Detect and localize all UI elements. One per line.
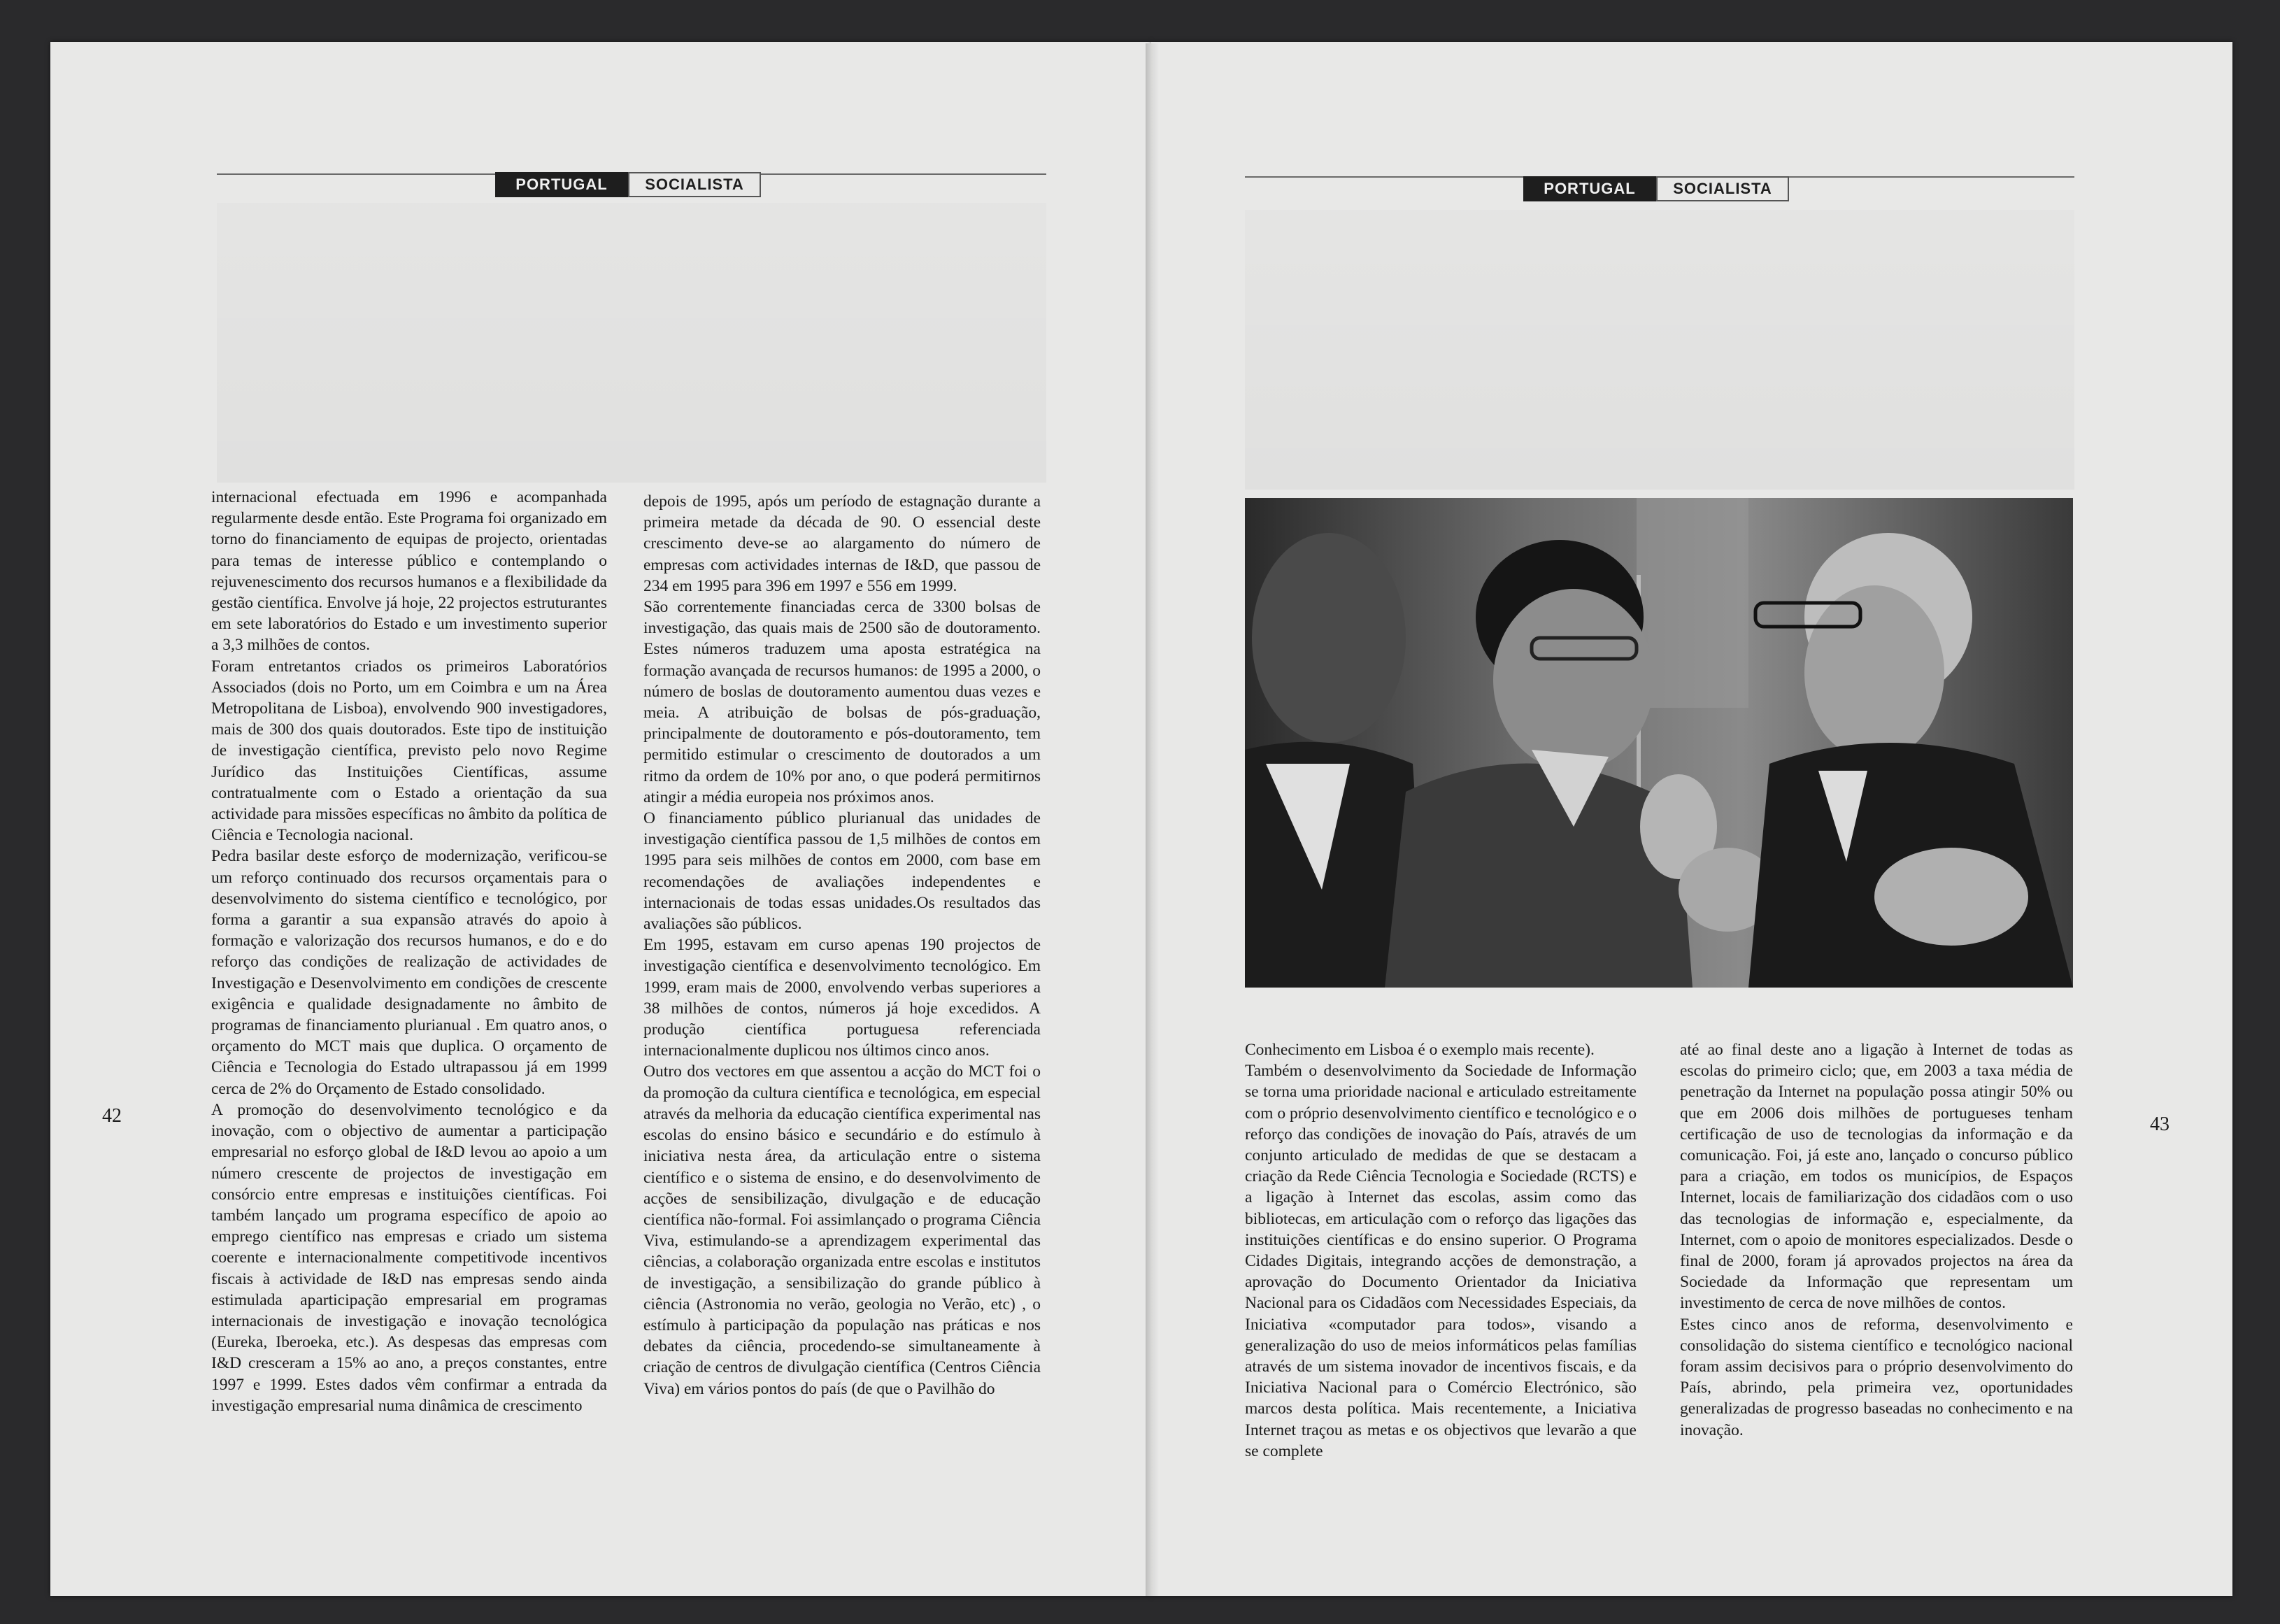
- header-socialista-label: SOCIALISTA: [628, 172, 761, 197]
- header-tab-right: [1523, 176, 1789, 201]
- paragraph: Conhecimento em Lisboa é o exemplo mais recente).: [1245, 1041, 1595, 1059]
- photo-illustration: [1245, 498, 2073, 988]
- paragraph: Estes cinco anos de reforma, desenvolvimento e consolidação do sistema científico e tecnológico nacional foram assim decisivos para o próprio desenvolvimento do País, abrindo, pela primeira vez, oportunidades generalizadas de progresso baseadas no conhecimento e na inovação.: [1680, 1315, 2073, 1439]
- paragraph: São correntemente financiadas cerca de 3300 bolsas de investigação, das quais mais de 2500 são de doutoramento. Estes números traduzem uma aposta estratégica na formação avançada de recursos humanos: de 1995 a 2000, o número de boslas de doutoramento aumentou duas vezes e meia. A atribuição de bolsas de pós-graduação, principalmente de doutoramento e pós-doutoramento, tem permitido estimular o crescimento de doutorados a um ritmo da ordem de 10% por ano, o que poderá permitirnos atingir a média europeia nos próximos anos.: [643, 598, 1041, 806]
- paragraph: A promoção do desenvolvimento tecnológico e da inovação, com o objectivo de aumentar a participação empresarial no esforço global de I&D levou ao apoio a um número crescente de projectos de investigação em consórcio entre empresas e instituições científicas. Foi também lançado um programa específico de apoio ao emprego científico nas empresas e criado um sistema coerente e internacionalmente competitivode incentivos fiscais à actividade de I&D nas empresas sendo ainda estimulada aparticipação empresarial em programas internacionais de investigação e inovação tecnológica (Eureka, Iberoeka, etc.). As despesas das empresas com I&D cresceram a 15% ao ano, a preços constantes, entre 1997 e 1999. Estes dados vêm confirmar a entrada da investigação empresarial numa dinâmica de crescimento: [211, 1100, 607, 1415]
- header-tab-left: [495, 172, 761, 197]
- paragraph: Outro dos vectores em que assentou a acção do MCT foi o da promoção da cultura científica e tecnológica, em especial através da melhoria da educação científica experimental nas escolas do ensino básico e secundário e do estímulo à iniciativa nesta área, da articulação entre o sistema científico e o sistema de ensino, e do desenvolvimento de acções de sensibilização, divulgação e de educação científica não-formal. Foi assimlançado o programa Ciência Viva, estimulando-se a aprendizagem experimental das ciências, a colaboração organizada entre escolas e institutos de investigação, a sensibilização do grande público à ciência (Astronomia no verão, geologia no Verão, etc) , o estímulo à participação da população nas práticas e nos debates da ciência, procedendo-se simultaneamente à criação de centros de divulgação científica (Centros Ciência Viva) em vários pontos do país (de que o Pavilhão do: [643, 1062, 1041, 1398]
- paragraph: Foram entretantos criados os primeiros Laboratórios Associados (dois no Porto, um em Coimbra e um na Área Metropolitana de Lisboa), envolvendo 900 investigadores, mais de 300 dos quais doutorados. Este tipo de instituição de investigação científica, previsto pelo novo Regime Jurídico das Instituições Científicas, assume contratualmente com o Estado a orientação da sua actividade para missões específicas no âmbito da política de Ciência e Tecnologia nacional.: [211, 657, 607, 845]
- paragraph: O financiamento público plurianual das unidades de investigação científica passou de 1,5 milhões de contos em 1995 para seis milhões de contos em 2000, com base em recomendações de avaliações independentes e internacionais de todas essas unidades.Os resultados das avaliações são públicos.: [643, 809, 1041, 934]
- photo-men-greeting: [1245, 498, 2073, 988]
- left-column-1: [211, 487, 607, 1416]
- paragraph: internacional efectuada em 1996 e acompanhada regularmente desde então. Este Programa foi organizado em torno do financiamento de equipas de projecto, orientadas para temas de interesse público e contemplando o rejuvenescimento dos recursos humanos e a flexibilidade da gestão científica. Envolve já hoje, 22 projectos estruturantes em sete laboratórios do Estado e um investimento superior a 3,3 milhões de contos.: [211, 488, 607, 655]
- page-number-right: 43: [2150, 1113, 2169, 1135]
- left-column-2: [643, 491, 1041, 1399]
- paragraph: Pedra basilar deste esforço de modernização, verificou-se um reforço continuado dos recursos orçamentais para o desenvolvimento do sistema científico e tecnológico, por forma a garantir a sua expansão através do apoio à formação e valorização dos recursos humanos, e do e do reforço das condições de realização de actividades de Investigação e Desenvolvimento em condições de crescente exigência e qualidade designadamente no âmbito de programas de financiamento plurianual . Em quatro anos, o orçamento do MCT mais que duplica. O orçamento de Ciência e Tecnologia do Estado ultrapassou já em 1999 cerca de 2% do Orçamento de Estado consolidado.: [211, 847, 607, 1098]
- faded-image-area-left: [217, 203, 1046, 483]
- book-spine: [1146, 43, 1160, 1596]
- header-socialista-label: SOCIALISTA: [1656, 176, 1789, 201]
- paragraph: depois de 1995, após um período de estagnação durante a primeira metade da década de 90. O essencial deste crescimento deve-se ao alargamento do número de empresas com actividades internas de I&D, que passou de 234 em 1995 para 396 em 1997 e 556 em 1999.: [643, 492, 1041, 595]
- page-number-left: 42: [102, 1105, 122, 1127]
- faded-image-area-right: [1245, 210, 2074, 490]
- paragraph: Também o desenvolvimento da Sociedade de Informação se torna uma prioridade nacional e articulado estreitamente com o próprio desenvolvimento científico e tecnológico e o reforço das condições de inovação do País, através de um conjunto articulado de medidas de que se destacam a criação da Rede Ciência Tecnologia e Sociedade (RCTS) e a ligação à Internet das escolas, assim como das bibliotecas, em articulação com o reforço das ligações das instituições científicas e do ensino superior. O Programa Cidades Digitais, integrando acções de demonstração, a aprovação do Documento Orientador da Iniciativa Nacional para os Cidadãos com Necessidades Especiais, da Iniciativa «computador para todos», visando a generalização do uso de meios informáticos pelas famílias através de um sistema inovador de incentivos fiscais, e da Iniciativa Nacional para o Comércio Electrónico, são marcos desta política. Mais recentemente, a Iniciativa Internet traçou as metas e os objectivos que levarão a que se complete: [1245, 1062, 1637, 1460]
- right-column-1: [1245, 1039, 1637, 1462]
- paragraph: Em 1995, estavam em curso apenas 190 projectos de investigação científica e desenvolvimento tecnológico. Em 1999, eram mais de 2000, envolvendo verbas superiores a 38 milhões de contos, números já hoje excedidos. A produção científica portuguesa referenciada internacionalmente duplicou nos últimos cinco anos.: [643, 936, 1041, 1060]
- right-column-2: [1680, 1039, 2073, 1441]
- paragraph: até ao final deste ano a ligação à Internet de todas as escolas do primeiro ciclo; que, em 2003 a taxa média de penetração da Internet na população possa atingir 50% ou que em 2006 dois milhões de portugueses tenham certificação de uso de tecnologias da informação e da comunicação. Foi, já este ano, lançado o concurso público para a criação, em todos os municípios, de Espaços Internet, locais de familiarização dos cidadãos com o uso das tecnologias de informação e, especialmente, da Internet, com o apoio de monitores especializados. Desde o final de 2000, foram já aprovados projectos na área da Sociedade da Informação que representam um investimento de cerca de nove milhões de contos.: [1680, 1041, 2073, 1313]
- header-portugal-label: PORTUGAL: [495, 172, 628, 197]
- header-portugal-label: PORTUGAL: [1523, 176, 1656, 201]
